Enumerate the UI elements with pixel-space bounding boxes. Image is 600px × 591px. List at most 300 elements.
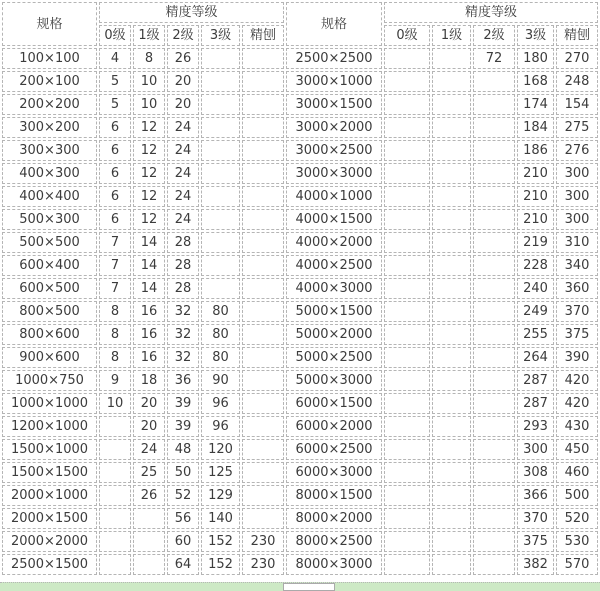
value-cell <box>201 48 240 69</box>
value-cell: 360 <box>556 278 598 299</box>
grade-col-header: 0级 <box>384 25 430 46</box>
value-cell: 287 <box>517 393 554 414</box>
value-cell <box>432 416 471 437</box>
value-cell <box>242 301 284 322</box>
value-cell: 210 <box>517 186 554 207</box>
value-cell <box>432 370 471 391</box>
spec-cell: 2000×1500 <box>2 508 97 529</box>
value-cell <box>473 370 515 391</box>
value-cell <box>384 370 430 391</box>
value-cell <box>242 278 284 299</box>
value-cell <box>242 209 284 230</box>
value-cell: 152 <box>201 554 240 575</box>
value-cell: 32 <box>167 301 199 322</box>
value-cell <box>473 531 515 552</box>
value-cell <box>384 485 430 506</box>
value-cell <box>133 554 165 575</box>
spec-cell: 3000×3000 <box>286 163 382 184</box>
spec-cell: 8000×1500 <box>286 485 382 506</box>
value-cell <box>201 117 240 138</box>
spec-cell: 6000×1500 <box>286 393 382 414</box>
value-cell <box>432 462 471 483</box>
spec-cell: 600×400 <box>2 255 97 276</box>
spec-cell: 2000×2000 <box>2 531 97 552</box>
value-cell: 12 <box>133 140 165 161</box>
value-cell <box>384 186 430 207</box>
table-row <box>2 462 598 483</box>
spec-column-header-right: 规格 <box>286 2 382 46</box>
spec-cell: 4000×2000 <box>286 232 382 253</box>
value-cell <box>473 232 515 253</box>
value-cell <box>384 416 430 437</box>
value-cell <box>242 393 284 414</box>
value-cell: 28 <box>167 232 199 253</box>
value-cell <box>201 232 240 253</box>
value-cell <box>384 278 430 299</box>
value-cell <box>473 439 515 460</box>
value-cell: 52 <box>167 485 199 506</box>
grade-col-header: 3级 <box>201 25 240 46</box>
value-cell: 7 <box>99 255 131 276</box>
value-cell <box>432 117 471 138</box>
table-row <box>2 71 598 92</box>
value-cell <box>384 393 430 414</box>
value-cell: 5 <box>99 94 131 115</box>
value-cell <box>473 347 515 368</box>
value-cell <box>384 48 430 69</box>
spec-cell: 300×200 <box>2 117 97 138</box>
value-cell <box>242 232 284 253</box>
spec-cell: 900×600 <box>2 347 97 368</box>
value-cell: 264 <box>517 347 554 368</box>
value-cell <box>432 232 471 253</box>
value-cell <box>99 416 131 437</box>
value-cell: 382 <box>517 554 554 575</box>
spec-cell: 5000×2000 <box>286 324 382 345</box>
value-cell: 240 <box>517 278 554 299</box>
value-cell <box>384 531 430 552</box>
spec-cell: 4000×1000 <box>286 186 382 207</box>
spec-cell: 800×500 <box>2 301 97 322</box>
value-cell: 72 <box>473 48 515 69</box>
spec-column-header-left: 规格 <box>2 2 97 46</box>
value-cell: 12 <box>133 163 165 184</box>
value-cell <box>473 508 515 529</box>
value-cell <box>242 347 284 368</box>
value-cell <box>432 301 471 322</box>
value-cell <box>432 186 471 207</box>
value-cell: 96 <box>201 393 240 414</box>
table-row <box>2 439 598 460</box>
value-cell: 129 <box>201 485 240 506</box>
value-cell <box>432 48 471 69</box>
value-cell <box>384 324 430 345</box>
value-cell <box>432 71 471 92</box>
value-cell: 10 <box>133 94 165 115</box>
table-row <box>2 416 598 437</box>
value-cell <box>384 163 430 184</box>
spec-cell: 2500×1500 <box>2 554 97 575</box>
value-cell: 28 <box>167 255 199 276</box>
value-cell: 16 <box>133 324 165 345</box>
spec-cell: 2500×2500 <box>286 48 382 69</box>
value-cell: 24 <box>167 140 199 161</box>
spec-cell: 5000×1500 <box>286 301 382 322</box>
value-cell <box>242 163 284 184</box>
value-cell: 8 <box>133 48 165 69</box>
value-cell <box>432 324 471 345</box>
value-cell <box>473 324 515 345</box>
value-cell <box>242 255 284 276</box>
spec-cell: 8000×3000 <box>286 554 382 575</box>
footer-cell <box>283 583 335 591</box>
value-cell <box>432 278 471 299</box>
spec-cell: 400×400 <box>2 186 97 207</box>
value-cell: 154 <box>556 94 598 115</box>
value-cell: 20 <box>133 416 165 437</box>
spec-cell: 800×600 <box>2 324 97 345</box>
spec-cell: 400×300 <box>2 163 97 184</box>
value-cell: 174 <box>517 94 554 115</box>
value-cell: 56 <box>167 508 199 529</box>
value-cell: 120 <box>201 439 240 460</box>
value-cell <box>242 94 284 115</box>
grade-group-header-right: 精度等级 <box>384 2 598 23</box>
value-cell: 460 <box>556 462 598 483</box>
value-cell: 80 <box>201 301 240 322</box>
value-cell: 12 <box>133 186 165 207</box>
table-row <box>2 140 598 161</box>
grade-col-header: 0级 <box>99 25 131 46</box>
table-row <box>2 278 598 299</box>
value-cell <box>201 278 240 299</box>
value-cell <box>99 554 131 575</box>
spec-cell: 8000×2000 <box>286 508 382 529</box>
value-cell: 370 <box>556 301 598 322</box>
value-cell: 6 <box>99 163 131 184</box>
value-cell <box>133 508 165 529</box>
value-cell <box>432 163 471 184</box>
value-cell: 375 <box>517 531 554 552</box>
value-cell: 125 <box>201 462 240 483</box>
value-cell: 180 <box>517 48 554 69</box>
value-cell <box>384 71 430 92</box>
value-cell: 8 <box>99 324 131 345</box>
spec-cell: 6000×2000 <box>286 416 382 437</box>
value-cell <box>473 71 515 92</box>
value-cell: 48 <box>167 439 199 460</box>
value-cell <box>242 48 284 69</box>
value-cell: 230 <box>242 554 284 575</box>
value-cell: 39 <box>167 393 199 414</box>
value-cell <box>242 324 284 345</box>
value-cell: 10 <box>133 71 165 92</box>
value-cell <box>432 347 471 368</box>
value-cell <box>384 508 430 529</box>
value-cell: 14 <box>133 255 165 276</box>
value-cell: 308 <box>517 462 554 483</box>
value-cell <box>384 140 430 161</box>
value-cell: 219 <box>517 232 554 253</box>
value-cell <box>384 94 430 115</box>
value-cell <box>201 94 240 115</box>
value-cell <box>473 255 515 276</box>
spec-cell: 8000×2500 <box>286 531 382 552</box>
value-cell: 570 <box>556 554 598 575</box>
value-cell: 300 <box>517 439 554 460</box>
value-cell: 18 <box>133 370 165 391</box>
value-cell <box>201 255 240 276</box>
value-cell <box>384 462 430 483</box>
value-cell: 6 <box>99 117 131 138</box>
value-cell <box>473 140 515 161</box>
value-cell: 140 <box>201 508 240 529</box>
spec-cell: 1200×1000 <box>2 416 97 437</box>
table-row <box>2 301 598 322</box>
value-cell <box>201 163 240 184</box>
value-cell: 310 <box>556 232 598 253</box>
value-cell <box>99 508 131 529</box>
table-body <box>2 48 598 575</box>
value-cell: 5 <box>99 71 131 92</box>
value-cell: 186 <box>517 140 554 161</box>
value-cell: 20 <box>133 393 165 414</box>
spec-cell: 200×200 <box>2 94 97 115</box>
value-cell: 530 <box>556 531 598 552</box>
value-cell <box>473 301 515 322</box>
spec-cell: 1000×1000 <box>2 393 97 414</box>
value-cell: 249 <box>517 301 554 322</box>
value-cell <box>473 186 515 207</box>
value-cell: 270 <box>556 48 598 69</box>
value-cell: 24 <box>167 117 199 138</box>
table-row <box>2 531 598 552</box>
value-cell <box>384 255 430 276</box>
value-cell <box>242 117 284 138</box>
spec-cell: 500×500 <box>2 232 97 253</box>
value-cell <box>432 140 471 161</box>
value-cell: 390 <box>556 347 598 368</box>
spec-cell: 1500×1000 <box>2 439 97 460</box>
spec-cell: 4000×2500 <box>286 255 382 276</box>
value-cell <box>201 186 240 207</box>
table-row <box>2 232 598 253</box>
value-cell: 6 <box>99 186 131 207</box>
value-cell: 255 <box>517 324 554 345</box>
value-cell <box>99 462 131 483</box>
value-cell <box>99 531 131 552</box>
spec-cell: 6000×3000 <box>286 462 382 483</box>
spec-cell: 500×300 <box>2 209 97 230</box>
value-cell: 7 <box>99 232 131 253</box>
value-cell: 32 <box>167 324 199 345</box>
table-row <box>2 163 598 184</box>
value-cell <box>242 71 284 92</box>
value-cell <box>384 439 430 460</box>
value-cell: 366 <box>517 485 554 506</box>
value-cell: 32 <box>167 347 199 368</box>
value-cell <box>432 554 471 575</box>
value-cell <box>473 462 515 483</box>
value-cell: 24 <box>133 439 165 460</box>
value-cell: 80 <box>201 347 240 368</box>
value-cell <box>473 163 515 184</box>
footer-strip <box>0 582 600 591</box>
table-row <box>2 94 598 115</box>
value-cell <box>384 301 430 322</box>
value-cell: 96 <box>201 416 240 437</box>
value-cell: 168 <box>517 71 554 92</box>
grade-col-header: 1级 <box>432 25 471 46</box>
value-cell: 8 <box>99 301 131 322</box>
table-row <box>2 209 598 230</box>
value-cell <box>384 117 430 138</box>
value-cell: 25 <box>133 462 165 483</box>
value-cell: 293 <box>517 416 554 437</box>
value-cell: 7 <box>99 278 131 299</box>
value-cell: 28 <box>167 278 199 299</box>
value-cell <box>473 485 515 506</box>
value-cell: 9 <box>99 370 131 391</box>
spec-cell: 3000×2500 <box>286 140 382 161</box>
spec-cell: 1000×750 <box>2 370 97 391</box>
value-cell <box>201 71 240 92</box>
value-cell: 275 <box>556 117 598 138</box>
value-cell: 39 <box>167 416 199 437</box>
value-cell: 24 <box>167 209 199 230</box>
value-cell: 370 <box>517 508 554 529</box>
value-cell: 4 <box>99 48 131 69</box>
value-cell <box>99 439 131 460</box>
value-cell <box>432 94 471 115</box>
table-row <box>2 370 598 391</box>
value-cell: 24 <box>167 163 199 184</box>
spec-cell: 1500×1500 <box>2 462 97 483</box>
value-cell: 90 <box>201 370 240 391</box>
value-cell <box>242 485 284 506</box>
value-cell: 26 <box>167 48 199 69</box>
value-cell: 50 <box>167 462 199 483</box>
spec-cell: 200×100 <box>2 71 97 92</box>
value-cell: 152 <box>201 531 240 552</box>
value-cell <box>133 531 165 552</box>
value-cell: 500 <box>556 485 598 506</box>
grade-col-header: 3级 <box>517 25 554 46</box>
value-cell: 12 <box>133 209 165 230</box>
value-cell: 340 <box>556 255 598 276</box>
value-cell: 26 <box>133 485 165 506</box>
grade-col-header: 精刨 <box>242 25 284 46</box>
value-cell: 64 <box>167 554 199 575</box>
value-cell: 20 <box>167 71 199 92</box>
grade-col-header: 2级 <box>167 25 199 46</box>
table-row <box>2 554 598 575</box>
value-cell: 16 <box>133 301 165 322</box>
value-cell: 60 <box>167 531 199 552</box>
value-cell <box>432 255 471 276</box>
value-cell: 300 <box>556 186 598 207</box>
value-cell: 420 <box>556 370 598 391</box>
value-cell <box>384 554 430 575</box>
value-cell <box>99 485 131 506</box>
value-cell: 276 <box>556 140 598 161</box>
value-cell: 80 <box>201 324 240 345</box>
table-row <box>2 255 598 276</box>
value-cell: 248 <box>556 71 598 92</box>
table-row <box>2 508 598 529</box>
value-cell: 450 <box>556 439 598 460</box>
spec-cell: 3000×2000 <box>286 117 382 138</box>
spec-cell: 600×500 <box>2 278 97 299</box>
spec-cell: 4000×1500 <box>286 209 382 230</box>
value-cell <box>242 508 284 529</box>
value-cell <box>242 370 284 391</box>
value-cell: 6 <box>99 209 131 230</box>
value-cell: 430 <box>556 416 598 437</box>
table-row <box>2 48 598 69</box>
grade-col-header: 1级 <box>133 25 165 46</box>
spec-cell: 2000×1000 <box>2 485 97 506</box>
value-cell: 210 <box>517 209 554 230</box>
value-cell: 14 <box>133 278 165 299</box>
table-row <box>2 485 598 506</box>
value-cell: 300 <box>556 163 598 184</box>
spec-cell: 100×100 <box>2 48 97 69</box>
value-cell <box>242 140 284 161</box>
value-cell <box>384 232 430 253</box>
grade-col-header: 2级 <box>473 25 515 46</box>
value-cell: 184 <box>517 117 554 138</box>
spec-cell: 4000×3000 <box>286 278 382 299</box>
value-cell: 20 <box>167 94 199 115</box>
value-cell <box>384 209 430 230</box>
table-row <box>2 117 598 138</box>
value-cell: 24 <box>167 186 199 207</box>
value-cell <box>242 462 284 483</box>
value-cell <box>473 416 515 437</box>
spec-cell: 3000×1500 <box>286 94 382 115</box>
table-row <box>2 347 598 368</box>
spec-cell: 5000×3000 <box>286 370 382 391</box>
value-cell <box>432 531 471 552</box>
value-cell: 14 <box>133 232 165 253</box>
value-cell <box>473 94 515 115</box>
value-cell <box>432 508 471 529</box>
value-cell <box>384 347 430 368</box>
value-cell <box>201 140 240 161</box>
value-cell <box>432 393 471 414</box>
spec-cell: 6000×2500 <box>286 439 382 460</box>
value-cell: 520 <box>556 508 598 529</box>
value-cell <box>473 209 515 230</box>
value-cell <box>201 209 240 230</box>
value-cell <box>473 554 515 575</box>
value-cell <box>432 209 471 230</box>
spec-cell: 3000×1000 <box>286 71 382 92</box>
value-cell <box>473 117 515 138</box>
value-cell <box>242 186 284 207</box>
value-cell: 6 <box>99 140 131 161</box>
value-cell: 300 <box>556 209 598 230</box>
value-cell: 287 <box>517 370 554 391</box>
table-row <box>2 393 598 414</box>
spec-cell: 5000×2500 <box>286 347 382 368</box>
value-cell: 12 <box>133 117 165 138</box>
value-cell: 36 <box>167 370 199 391</box>
grade-group-header-left: 精度等级 <box>99 2 284 23</box>
value-cell: 420 <box>556 393 598 414</box>
value-cell <box>432 485 471 506</box>
